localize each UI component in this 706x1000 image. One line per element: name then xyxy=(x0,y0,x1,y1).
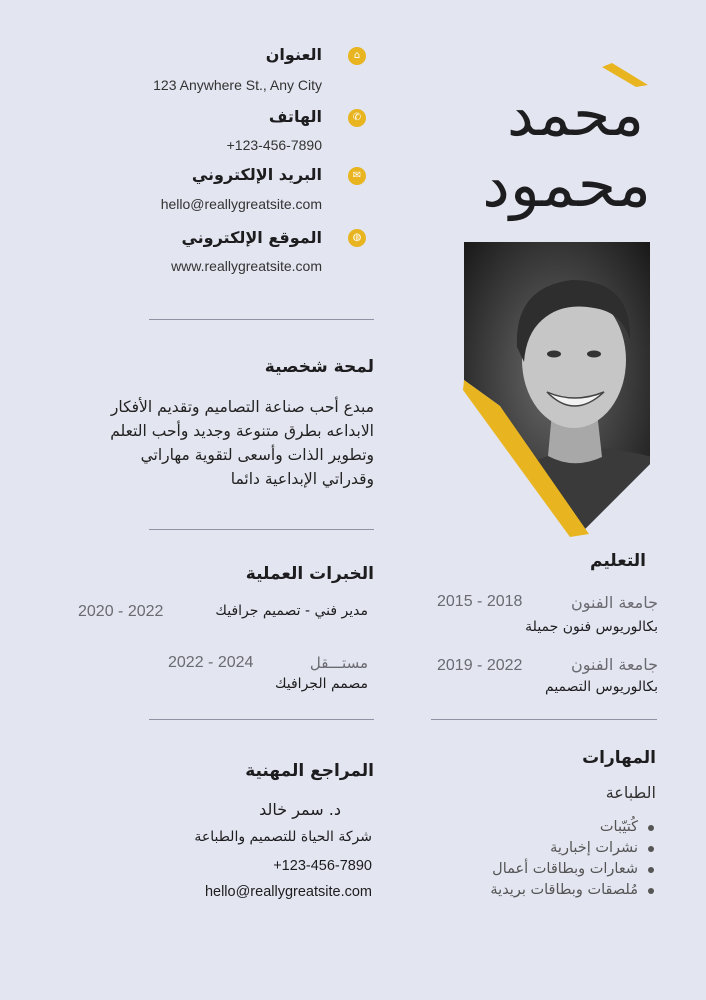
skills-subtitle: الطباعة xyxy=(605,783,656,802)
list-item: شعارات وبطاقات أعمال xyxy=(418,859,658,880)
skills-list xyxy=(418,817,658,901)
education-degree: بكالوريوس فنون جميلة xyxy=(525,619,658,635)
profile-title: لمحة شخصية xyxy=(264,357,374,377)
mail-icon: ✉ xyxy=(348,167,366,185)
divider xyxy=(149,529,374,530)
home-icon: ⌂ xyxy=(348,47,366,65)
profile-line: الابداعه بطرق متنوعة وجديد وأحب التعلم xyxy=(110,422,374,440)
experience-role: مستـــقل xyxy=(309,654,368,672)
first-name: محمد xyxy=(506,80,644,150)
education-years: 2015 - 2018 xyxy=(437,593,523,610)
reference-name: د. سمر خالد xyxy=(259,800,341,819)
profile-line: وتطوير الذات وأسعى لتقوية مهاراتي xyxy=(140,446,374,464)
reference-email[interactable]: hello@reallygreatsite.com xyxy=(204,884,372,900)
address-value: 123 Anywhere St., Any City xyxy=(153,77,322,93)
references-title: المراجع المهنية xyxy=(245,761,374,781)
experience-title: الخبرات العملية xyxy=(245,564,374,584)
email-label: البريد الإلكتروني xyxy=(191,165,322,184)
experience-subtitle: مصمم الجرافيك xyxy=(274,676,368,692)
address-label: العنوان xyxy=(265,45,322,64)
education-degree: بكالوريوس التصميم xyxy=(545,679,658,695)
experience-years: 2022 - 2024 xyxy=(168,654,254,671)
education-years: 2019 - 2022 xyxy=(437,657,523,674)
website-label: الموقع الإلكتروني xyxy=(181,228,322,247)
email-value[interactable]: hello@reallygreatsite.com xyxy=(160,196,322,212)
profile-line: وقدراتي الإبداعية دائما xyxy=(230,470,374,488)
reference-company: شركة الحياة للتصميم والطباعة xyxy=(194,829,372,845)
list-item: نشرات إخبارية xyxy=(418,838,658,859)
profile-line: مبدع أحب صناعة التصاميم وتقديم الأفكار xyxy=(110,398,374,416)
education-school: جامعة الفنون xyxy=(571,655,658,674)
phone-value: +123-456-7890 xyxy=(226,137,322,153)
list-item: مُلصقات وبطاقات بريدية xyxy=(418,880,658,901)
skills-title: المهارات xyxy=(582,748,656,768)
education-school: جامعة الفنون xyxy=(571,593,658,612)
globe-icon: ◍ xyxy=(348,229,366,247)
last-name: محمود xyxy=(482,148,651,221)
profile-photo xyxy=(462,242,652,537)
list-item: كُتيّبات xyxy=(418,817,658,838)
divider xyxy=(149,719,374,720)
profile-text xyxy=(34,395,374,491)
phone-icon: ✆ xyxy=(348,109,366,127)
reference-phone: +123-456-7890 xyxy=(273,858,372,874)
education-title: التعليم xyxy=(590,551,646,571)
experience-years: 2020 - 2022 xyxy=(78,603,164,620)
experience-role: مدير فني - تصميم جرافيك xyxy=(215,603,368,619)
divider xyxy=(431,719,657,720)
phone-label: الهاتف xyxy=(268,107,322,126)
website-value[interactable]: www.reallygreatsite.com xyxy=(171,258,322,274)
divider xyxy=(149,319,374,320)
